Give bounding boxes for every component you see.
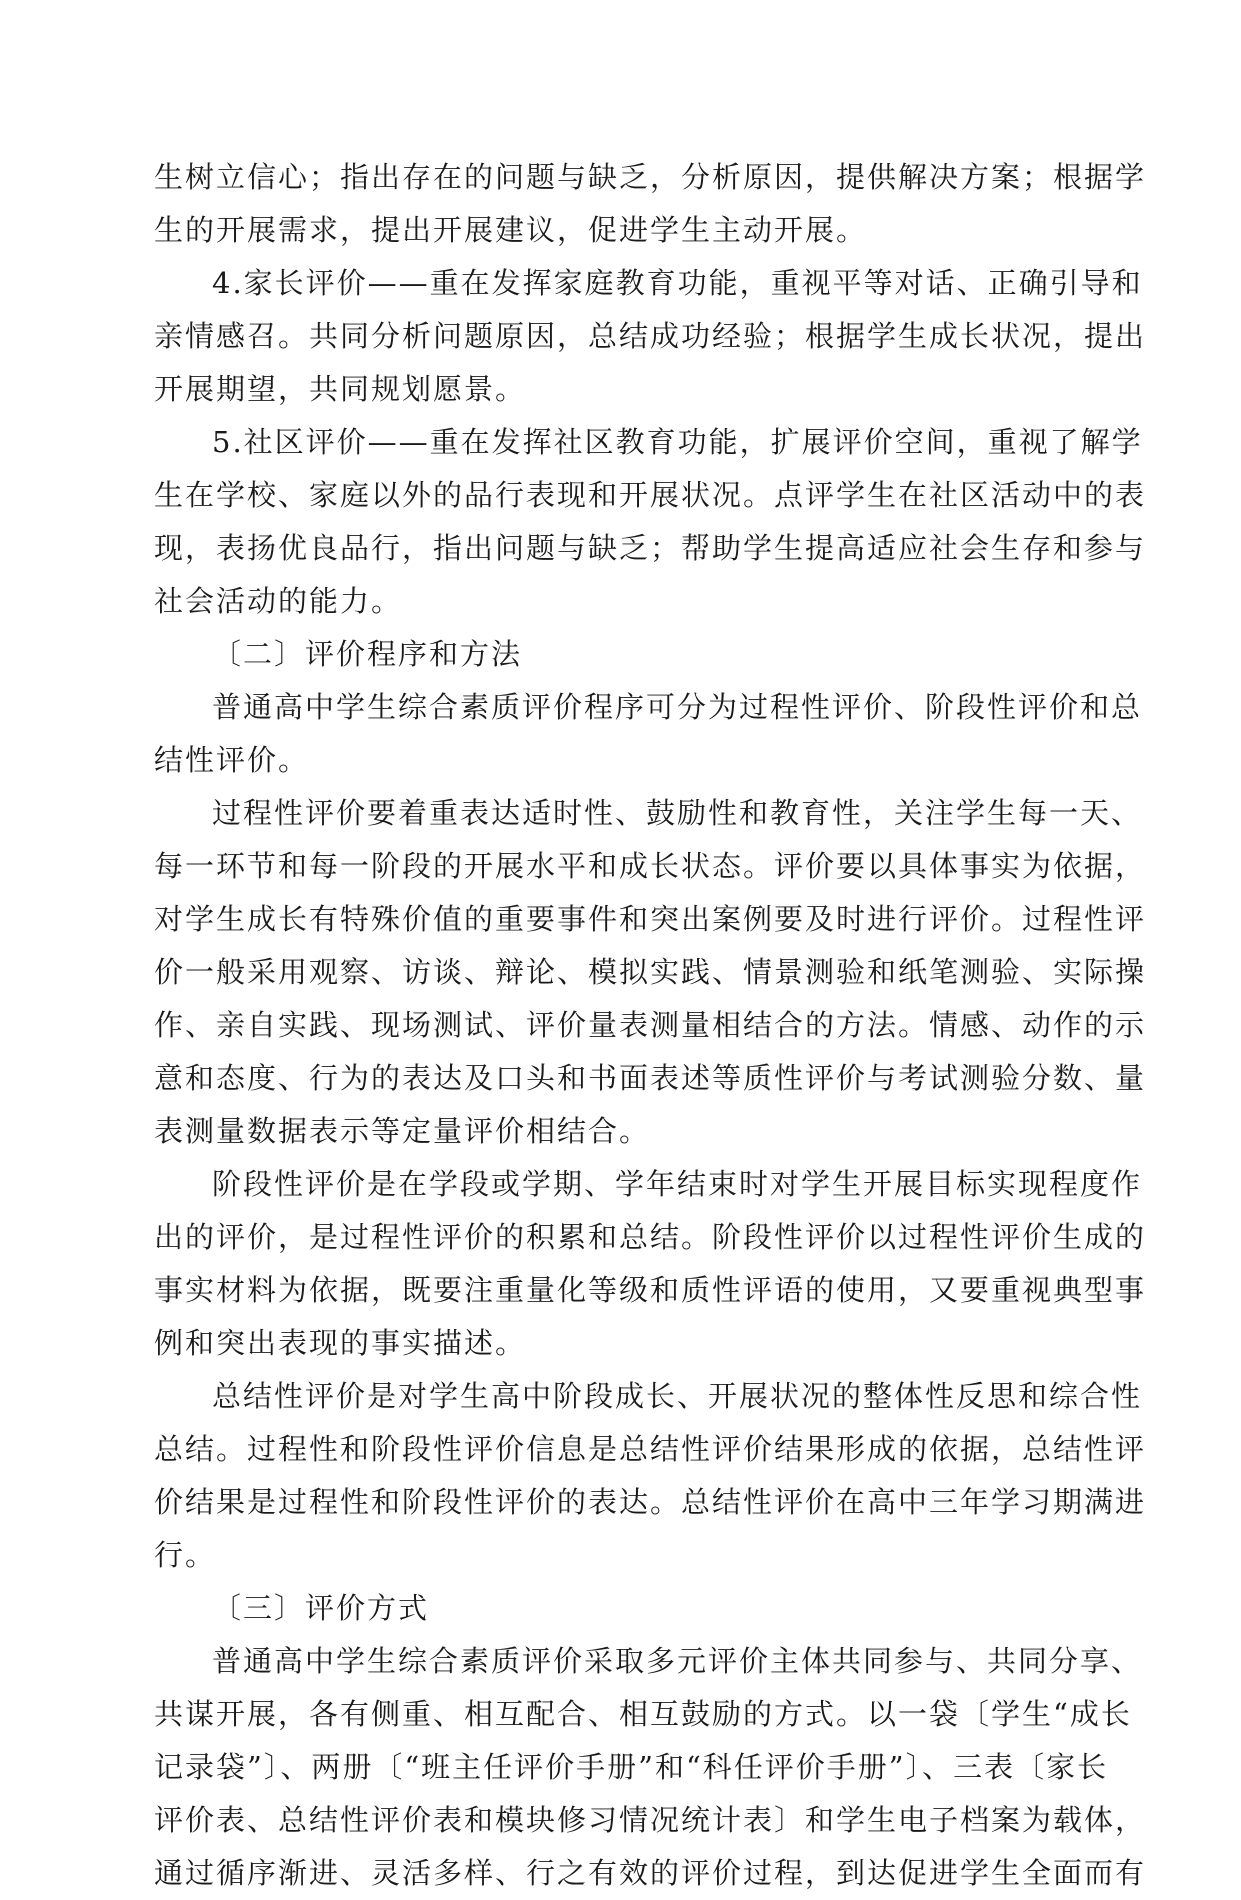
text-line: 生树立信心；指出存在的问题与缺乏，分析原因，提供解决方案；根据学	[154, 160, 1147, 194]
text-line: 表测量数据表示等定量评价相结合。	[154, 1114, 651, 1148]
text-line: 评价表、总结性评价表和模块修习情况统计表〕和学生电子档案为载体，	[154, 1803, 1147, 1837]
text-line: 阶段性评价是在学段或学期、学年结束时对学生开展目标实现程度作	[212, 1167, 1143, 1201]
text-line: 过程性评价要着重表达适时性、鼓励性和教育性，关注学生每一天、	[212, 796, 1143, 830]
text-line: 普通高中学生综合素质评价程序可分为过程性评价、阶段性评价和总	[212, 690, 1143, 724]
text-line: 5.社区评价——重在发挥社区教育功能，扩展评价空间，重视了解学	[212, 425, 1143, 459]
text-line: 价一般采用观察、访谈、辩论、模拟实践、情景测验和纸笔测验、实际操	[154, 955, 1147, 989]
text-line: 行。	[154, 1538, 217, 1572]
text-line: 作、亲自实践、现场测试、评价量表测量相结合的方法。情感、动作的示	[154, 1008, 1147, 1042]
text-line: 4.家长评价——重在发挥家庭教育功能，重视平等对话、正确引导和	[212, 266, 1143, 300]
text-line: 对学生成长有特殊价值的重要事件和突出案例要及时进行评价。过程性评	[154, 902, 1147, 936]
text-line: 生的开展需求，提出开展建议，促进学生主动开展。	[154, 213, 868, 247]
text-line: 出的评价，是过程性评价的积累和总结。阶段性评价以过程性评价生成的	[154, 1220, 1147, 1254]
text-line: 事实材料为依据，既要注重量化等级和质性评语的使用，又要重视典型事	[154, 1273, 1147, 1307]
section-heading: 〔二〕评价程序和方法	[212, 637, 523, 671]
text-line: 通过循序渐进、灵活多样、行之有效的评价过程，到达促进学生全面而有	[154, 1856, 1147, 1890]
text-line: 社会活动的能力。	[154, 584, 403, 618]
text-line: 价结果是过程性和阶段性评价的表达。总结性评价在高中三年学习期满进	[154, 1485, 1147, 1519]
text-line: 生在学校、家庭以外的品行表现和开展状况。点评学生在社区活动中的表	[154, 478, 1147, 512]
text-line: 开展期望，共同规划愿景。	[154, 372, 527, 406]
section-heading: 〔三〕评价方式	[212, 1591, 430, 1625]
text-line: 例和突出表现的事实描述。	[154, 1326, 527, 1360]
text-line: 总结性评价是对学生高中阶段成长、开展状况的整体性反思和综合性	[212, 1379, 1143, 1413]
text-line: 意和态度、行为的表达及口头和书面表述等质性评价与考试测验分数、量	[154, 1061, 1147, 1095]
text-line: 每一环节和每一阶段的开展水平和成长状态。评价要以具体事实为依据，	[154, 849, 1147, 883]
text-line: 记录袋”〕、两册〔“班主任评价手册”和“科任评价手册”〕、三表〔家长	[154, 1750, 1109, 1784]
text-line: 现，表扬优良品行，指出问题与缺乏；帮助学生提高适应社会生存和参与	[154, 531, 1147, 565]
text-line: 共谋开展，各有侧重、相互配合、相互鼓励的方式。以一袋〔学生“成长	[154, 1697, 1132, 1731]
text-line: 亲情感召。共同分析问题原因，总结成功经验；根据学生成长状况，提出	[154, 319, 1147, 353]
text-line: 普通高中学生综合素质评价采取多元评价主体共同参与、共同分享、	[212, 1644, 1143, 1678]
text-line: 总结。过程性和阶段性评价信息是总结性评价结果形成的依据，总结性评	[154, 1432, 1147, 1466]
text-line: 结性评价。	[154, 743, 310, 777]
